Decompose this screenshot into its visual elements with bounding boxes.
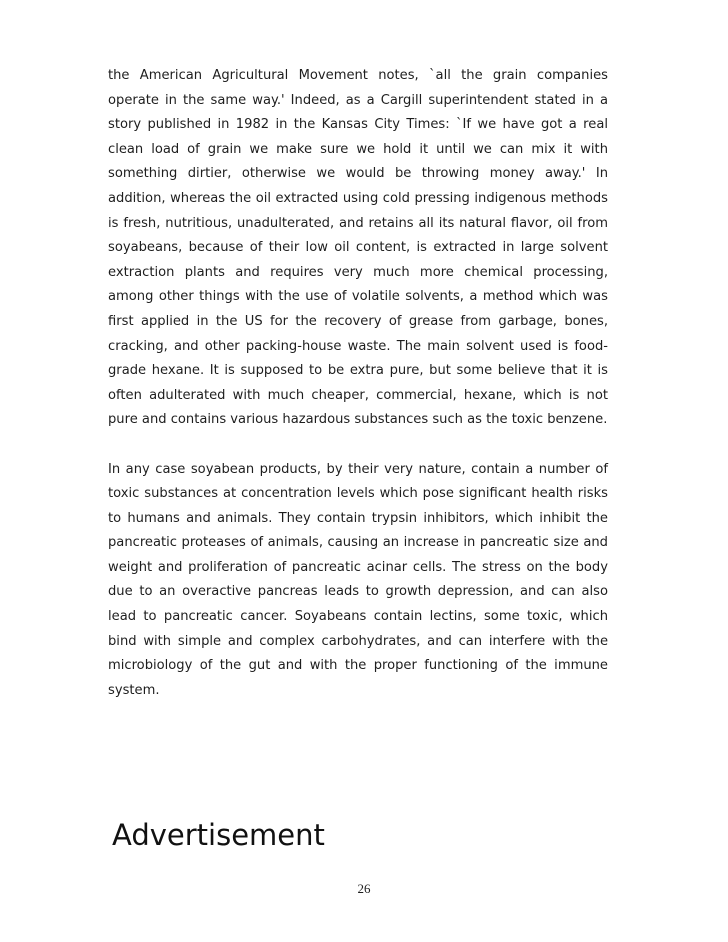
advertisement-heading: Advertisement (112, 818, 325, 852)
paragraph-1: the American Agricultural Movement notes, `all the grain companies operate in the same way.' Indeed, as a Cargill superintendent stated in a story published in 1982 in the Kansas City Times: `If we have got a real clean load of grain we make sure we hold it until we can mix it with something dirtier, otherwise we would be throwing money away.' In addition, whereas the oil extracted using cold pressing indigenous methods is fresh, nutritious, unadulterated, and retains all its natural flavor, oil from soyabeans, because of their low oil content, is extracted in large solvent extraction plants and requires very much more chemical processing, among other things with the use of volatile solvents, a method which was first applied in the US for the recovery of grease from garbage, bones, cracking, and other packing-house waste. The main solvent used is food-grade hexane. It is supposed to be extra pure, but some believe that it is often adulterated with much cheaper, commercial, hexane, which is not pure and contains various hazardous substances such as the toxic benzene. (108, 68, 608, 428)
page-number: 26 (357, 881, 371, 896)
paragraph-2: In any case soyabean products, by their very nature, contain a number of toxic substances at concentration levels which pose significant health risks to humans and animals. They contain trypsin inhibitors, which inhibit the pancreatic proteases of animals, causing an increase in pancreatic size and weight and proliferation of pancreatic acinar cells. The stress on the body due to an overactive pancreas leads to growth depression, and can also lead to pancreatic cancer. Soyabeans contain lectins, some toxic, which bind with simple and complex carbohydrates, and can interfere with the microbiology of the gut and with the proper functioning of the immune system. (108, 461, 608, 698)
body-text (108, 64, 608, 703)
